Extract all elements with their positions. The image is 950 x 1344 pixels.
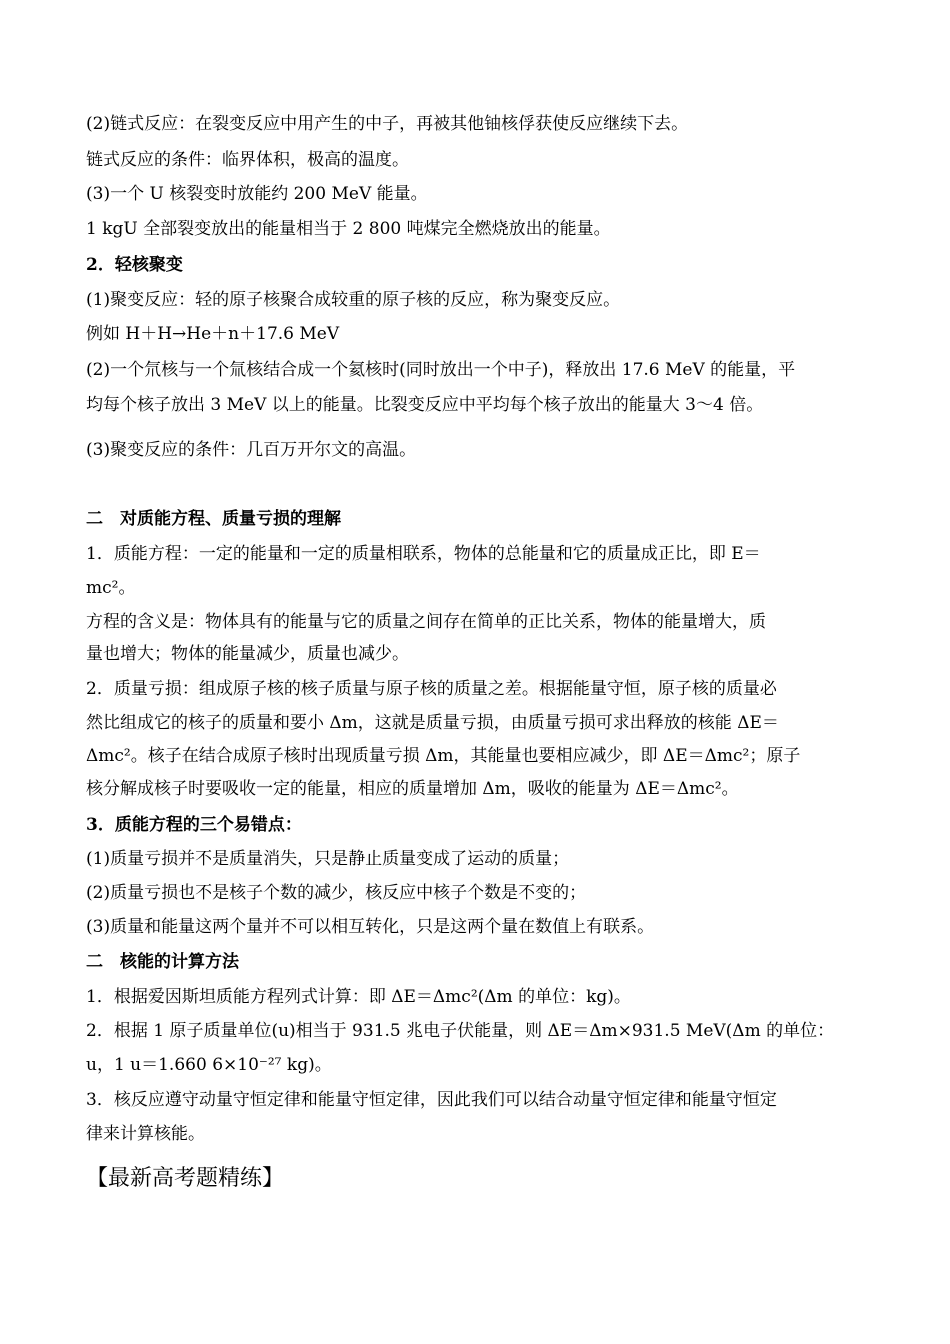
- text-line-chain-reaction: (2)链式反应：在裂变反应中用产生的中子，再被其他铀核俘获使反应继续下去。: [86, 114, 689, 134]
- text-line-mass-defect-4: 核分解成核子时要吸收一定的能量，相应的质量增加 Δm，吸收的能量为 ΔE＝Δmc²。: [86, 779, 739, 799]
- text-line-pitfall-1: (1)质量亏损并不是质量消失，只是静止质量变成了运动的质量；: [86, 849, 570, 869]
- section-heading-mass-energy: 二 对质能方程、质量亏损的理解: [86, 509, 341, 529]
- text-line-fusion-definition: (1)聚变反应：轻的原子核聚合成较重的原子核的反应，称为聚变反应。: [86, 290, 621, 310]
- text-line-mass-defect-2: 然比组成它的核子的质量和要小 Δm，这就是质量亏损，由质量亏损可求出释放的核能 ΔE＝: [86, 713, 779, 733]
- text-line-meaning-1: 方程的含义是：物体具有的能量与它的质量之间存在简单的正比关系，物体的能量增大，质: [86, 612, 766, 632]
- text-line-mass-defect-1: 2．质量亏损：组成原子核的核子质量与原子核的质量之差。根据能量守恒，原子核的质量必: [86, 679, 777, 699]
- text-line-mass-energy-eq: 1．质能方程：一定的能量和一定的质量相联系，物体的总能量和它的质量成正比，即 E＝: [86, 544, 761, 564]
- text-line-meaning-2: 量也增大；物体的能量减少，质量也减少。: [86, 644, 409, 664]
- text-line-fusion-example: 例如 H＋H→He＋n＋17.6 MeV: [86, 324, 340, 344]
- text-line-pitfall-3: (3)质量和能量这两个量并不可以相互转化，只是这两个量在数值上有联系。: [86, 917, 655, 937]
- text-line-calc-2a: 2．根据 1 原子质量单位(u)相当于 931.5 兆电子伏能量，则 ΔE＝Δm×931.5 MeV(Δm 的单位：: [86, 1021, 835, 1041]
- text-line-calc-3a: 3．核反应遵守动量守恒定律和能量守恒定律，因此我们可以结合动量守恒定律和能量守恒定: [86, 1090, 777, 1110]
- text-line-calc-2b: u，1 u＝1.660 6×10⁻²⁷ kg)。: [86, 1055, 332, 1075]
- subheading-fusion: 2．轻核聚变: [86, 255, 183, 275]
- text-line-fusion-release-2: 均每个核子放出 3 MeV 以上的能量。比裂变反应中平均每个核子放出的能量大 3～4 倍。: [86, 395, 764, 415]
- text-line-fission-energy: (3)一个 U 核裂变时放能约 200 MeV 能量。: [86, 184, 428, 204]
- text-line-chain-condition: 链式反应的条件：临界体积，极高的温度。: [86, 150, 409, 170]
- section-heading-exam-practice: 【最新高考题精练】: [86, 1166, 285, 1191]
- section-heading-nuclear-energy-calc: 二 核能的计算方法: [86, 952, 239, 972]
- subheading-three-pitfalls: 3．质能方程的三个易错点：: [86, 815, 302, 835]
- text-line-fusion-release-1: (2)一个氘核与一个氚核结合成一个氦核时(同时放出一个中子)，释放出 17.6 MeV 的能量，平: [86, 360, 796, 380]
- text-line-calc-1: 1．根据爱因斯坦质能方程列式计算：即 ΔE＝Δmc²(Δm 的单位：kg)。: [86, 987, 631, 1007]
- text-line-mc2: mc²。: [86, 578, 136, 598]
- text-line-mass-defect-3: Δmc²。核子在结合成原子核时出现质量亏损 Δm，其能量也要相应减少，即 ΔE＝Δmc²；原子: [86, 746, 801, 766]
- text-line-pitfall-2: (2)质量亏损也不是核子个数的减少，核反应中核子个数是不变的；: [86, 883, 587, 903]
- text-line-kg-energy: 1 kgU 全部裂变放出的能量相当于 2 800 吨煤完全燃烧放出的能量。: [86, 219, 611, 239]
- text-line-fusion-condition: (3)聚变反应的条件：几百万开尔文的高温。: [86, 440, 417, 460]
- text-line-calc-3b: 律来计算核能。: [86, 1124, 205, 1144]
